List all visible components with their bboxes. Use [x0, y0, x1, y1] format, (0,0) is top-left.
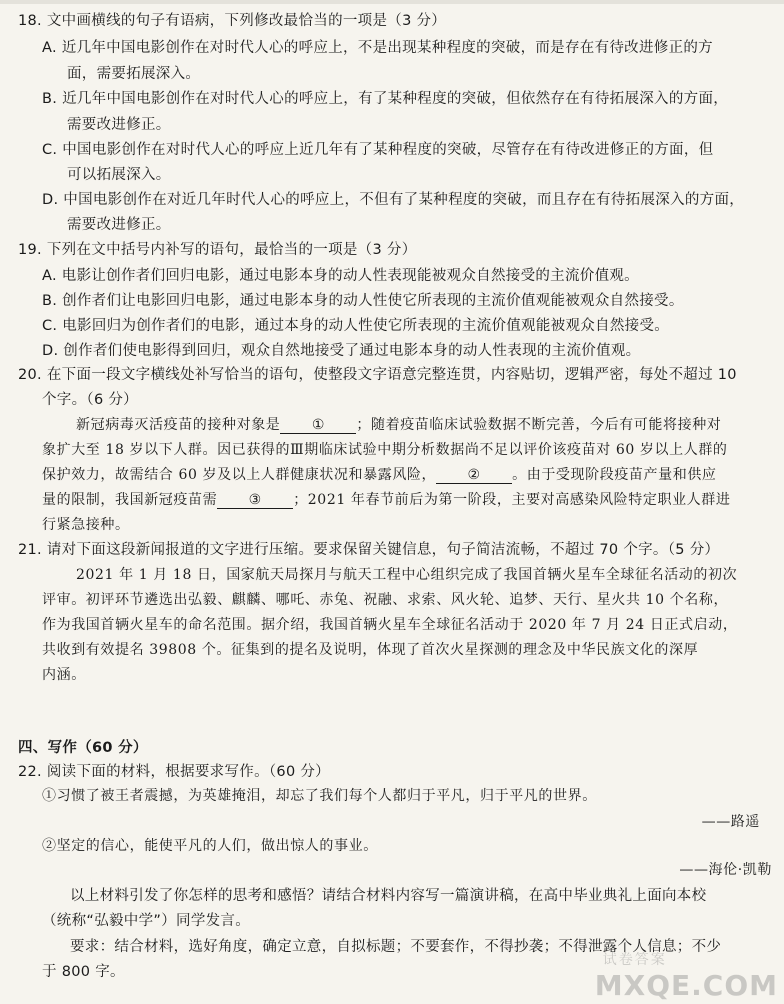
watermark-logo: [594, 952, 778, 1002]
q18-option-c-line1: C. 中国电影创作在对时代人心的呼应上近几年有了某种程度的突破，尽管存在有待改进修正的方面，但: [42, 142, 714, 158]
q22-task-line2: （统称“弘毅中学”）同学发言。: [42, 913, 251, 929]
q18-option-a-line2: 面，需要拓展深入。: [67, 66, 201, 82]
q20-passage-line5: 行紧急接种。: [42, 517, 130, 533]
q20-stem-line2: 个字。（6 分）: [42, 392, 138, 408]
q21-passage-line5: 内涵。: [42, 667, 86, 683]
q22-material-2-source: ——海伦·凯勒: [679, 862, 772, 878]
q18-stem: 18. 文中画横线的句子有语病，下列修改最恰当的一项是（3 分）: [18, 13, 447, 29]
q20-passage-text: 量的限制，我国新冠疫苗需: [42, 492, 218, 508]
top-edge-scan-artifact: [0, 0, 784, 4]
q20-blank-1[interactable]: ①: [280, 418, 356, 434]
q20-passage-line3: [42, 464, 717, 484]
q20-passage-text: 。由于受现阶段疫苗产量和供应: [512, 467, 717, 483]
q21-passage-line1: 2021 年 1 月 18 日，国家航天局探月与航天工程中心组织完成了我国首辆火星车全球征名活动的初次: [76, 567, 738, 583]
q20-passage-text: ；2021 年春节前后为第一阶段，主要对高感染风险特定职业人群进: [293, 492, 731, 508]
q20-passage-text: 保护效力，故需结合 60 岁及以上人群健康状况和暴露风险，: [42, 467, 437, 483]
q19-option-a: A. 电影让创作者们回归电影，通过电影本身的动人性表现能被观众自然接受的主流价值观。: [42, 268, 639, 284]
q20-blank-3[interactable]: ③: [217, 493, 293, 509]
q19-option-b: B. 创作者们让电影回归电影，通过电影本身的动人性使它所表现的主流价值观能被观众自然接受。: [42, 293, 684, 309]
q22-stem: 22. 阅读下面的材料，根据要求写作。（60 分）: [18, 764, 330, 780]
q20-passage-line2: 象扩大至 18 岁以下人群。因已获得的Ⅲ期临床试验中期分析数据尚不足以评价该疫苗对 60 岁以上人群的: [42, 442, 728, 458]
q20-passage-text: ；随着疫苗临床试验数据不断完善，今后有可能将接种对: [356, 417, 722, 433]
q20-passage-text: 新冠病毒灭活疫苗的接种对象是: [76, 417, 281, 433]
q19-option-c: C. 电影回归为创作者们的电影，通过本身的动人性使它所表现的主流价值观能被观众自然接受。: [42, 318, 670, 334]
q19-stem: 19. 下列在文中括号内补写的语句，最恰当的一项是（3 分）: [18, 242, 417, 258]
q18-option-a-line1: A. 近几年中国电影创作在对时代人心的呼应上，不是出现某种程度的突破，而是存在有待改进修正的方: [42, 40, 713, 56]
q18-option-d-line2: 需要改进修正。: [67, 217, 171, 233]
q20-passage-line1: [76, 414, 721, 434]
q21-stem: 21. 请对下面这段新闻报道的文字进行压缩。要求保留关键信息，句子简洁流畅，不超过 70 个字。（5 分）: [18, 542, 720, 558]
q18-option-c-line2: 可以拓展深入。: [67, 167, 171, 183]
q19-option-d: D. 创作者们使电影得到回归，观众自然地接受了通过电影本身的动人性表现的主流价值观。: [42, 343, 641, 359]
watermark-small-text: 试卷答案: [602, 952, 667, 968]
watermark-domain-text: MXQE.COM: [594, 969, 778, 1002]
q22-requirement-line1: 要求：结合材料，选好角度，确定立意，自拟标题；不要套作，不得抄袭；不得泄露个人信息；不少: [70, 939, 722, 955]
q22-material-1: ①习惯了被王者震撼，为英雄掩泪，却忘了我们每个人都归于平凡，归于平凡的世界。: [42, 788, 597, 804]
q18-option-b-line1: B. 近几年中国电影创作在对时代人心的呼应上，有了某种程度的突破，但依然存在有待拓展深入的方面，: [42, 91, 729, 107]
q21-passage-line3: 作为我国首辆火星车的命名范围。据介绍，我国首辆火星车全球征名活动于 2020 年 7 月 24 日正式启动，: [42, 617, 738, 633]
q22-task-line1: 以上材料引发了你怎样的思考和感悟？请结合材料内容写一篇演讲稿，在高中毕业典礼上面向本校: [70, 888, 707, 904]
q20-passage-line4: [42, 489, 730, 509]
section-4-heading: 四、写作（60 分）: [18, 740, 148, 756]
q22-material-2: ②坚定的信心，能使平凡的人们，做出惊人的事业。: [42, 838, 378, 854]
q18-option-b-line2: 需要改进修正。: [67, 117, 171, 133]
q21-passage-line4: 共收到有效提名 39808 个。征集到的提名及说明，体现了首次火星探测的理念及中华民族文化的深厚: [42, 642, 699, 658]
q20-blank-2[interactable]: ②: [436, 468, 512, 484]
q20-stem-line1: 20. 在下面一段文字横线处补写恰当的语句，使整段文字语意完整连贯，内容贴切，逻辑严密，每处不超过 10: [18, 367, 737, 383]
q22-requirement-line2: 于 800 字。: [42, 964, 125, 980]
q21-passage-line2: 评审。初评环节遴选出弘毅、麒麟、哪吒、赤兔、祝融、求索、风火轮、追梦、天行、星火共 10 个名称，: [42, 592, 729, 608]
q22-material-1-source: ——路遥: [701, 814, 760, 830]
q18-option-d-line1: D. 中国电影创作在对近几年时代人心的呼应上，不但有了某种程度的突破，而且存在有待拓展深入的方面，: [42, 192, 745, 208]
